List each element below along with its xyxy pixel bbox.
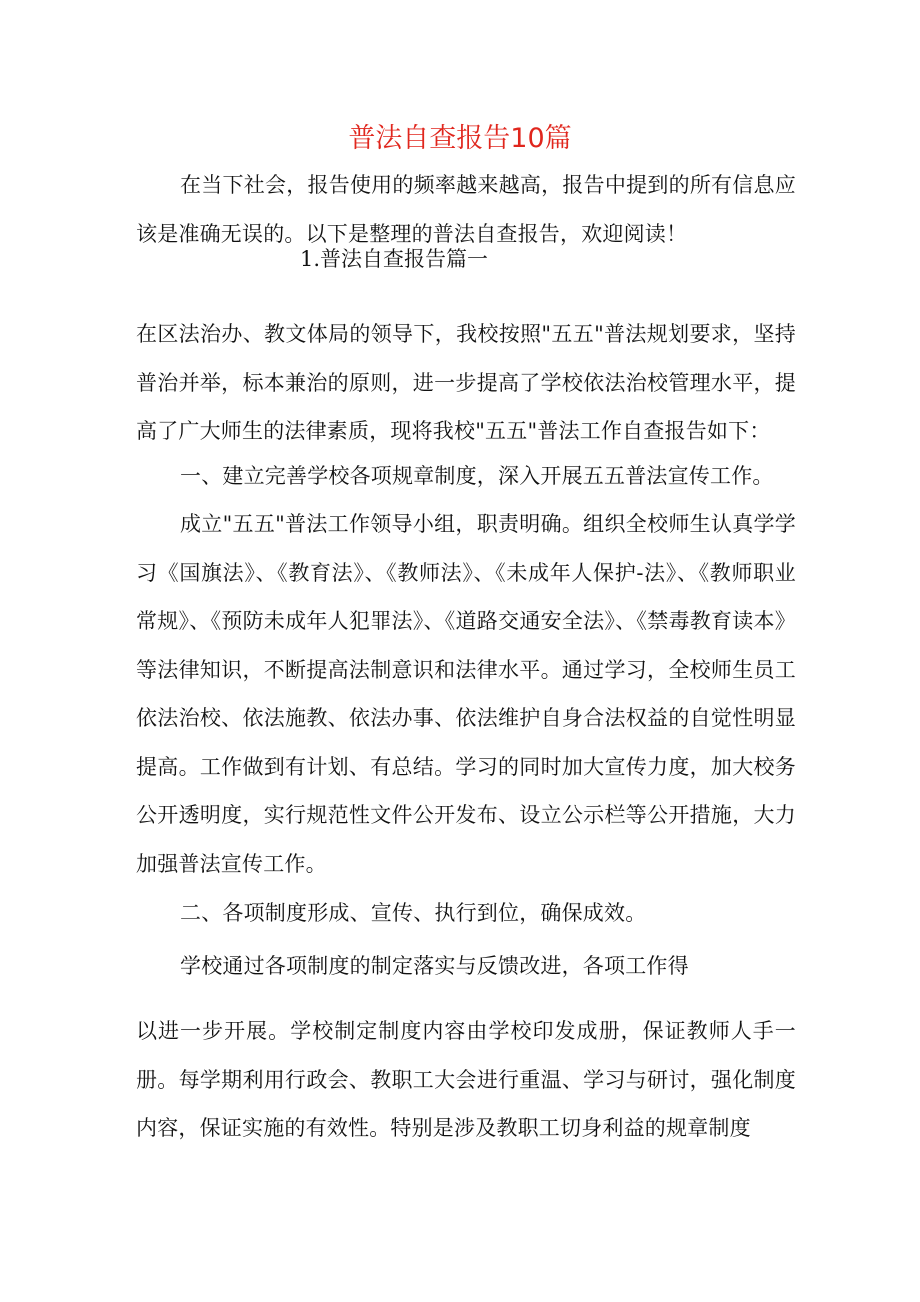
body-paragraph-3-start: 学校通过各项制度的制定落实与反馈改进，各项工作得 bbox=[180, 954, 689, 978]
document-title: 普法自查报告10篇 bbox=[348, 123, 572, 154]
body-paragraph-3-continued: 以进一步开展。学校制定制度内容由学校印发成册，保证教师人手一册。每学期利用行政会、教职工大会进行重温、学习与研讨，强化制度内容，保证实施的有效性。特别是涉及教职工切身利益的规章制度 bbox=[136, 1019, 796, 1140]
intro-paragraph: 在当下社会，报告使用的频率越来越高，报告中提到的所有信息应该是准确无误的。以下是整理的普法自查报告，欢迎阅读！ bbox=[136, 173, 796, 246]
body-paragraph-2: 成立"五五"普法工作领导小组，职责明确。组织全校师生认真学学习《国旗法》、《教育法》、《教师法》、《未成年人保护-法》、《教师职业常规》、《预防未成年人犯罪法》、《道路交通安全法》、《禁毒教育读本》等法律知识，不断提高法制意识和法律水平。通过学习，全校师生员工依法治校、依法施教、依法办事、依法维护自身合法权益的自觉性明显提高。工作做到有计划、有总结。学习的同时加大宣传力度，加大校务公开透明度，实行规范性文件公开发布、设立公示栏等公开措施，大力加强普法宣传工作。 bbox=[136, 512, 796, 876]
section-heading: 1.普法自查报告篇一 bbox=[300, 247, 489, 271]
point-1-heading: 一、建立完善学校各项规章制度，深入开展五五普法宣传工作。 bbox=[180, 464, 774, 488]
body-paragraph-1: 在区法治办、教文体局的领导下，我校按照"五五"普法规划要求，坚持普治并举，标本兼治的原则，进一步提高了学校依法治校管理水平，提高了广大师生的法律素质，现将我校"五五"普法工作自查报告如下： bbox=[136, 322, 796, 443]
point-2-heading: 二、各项制度形成、宣传、执行到位，确保成效。 bbox=[180, 901, 647, 925]
